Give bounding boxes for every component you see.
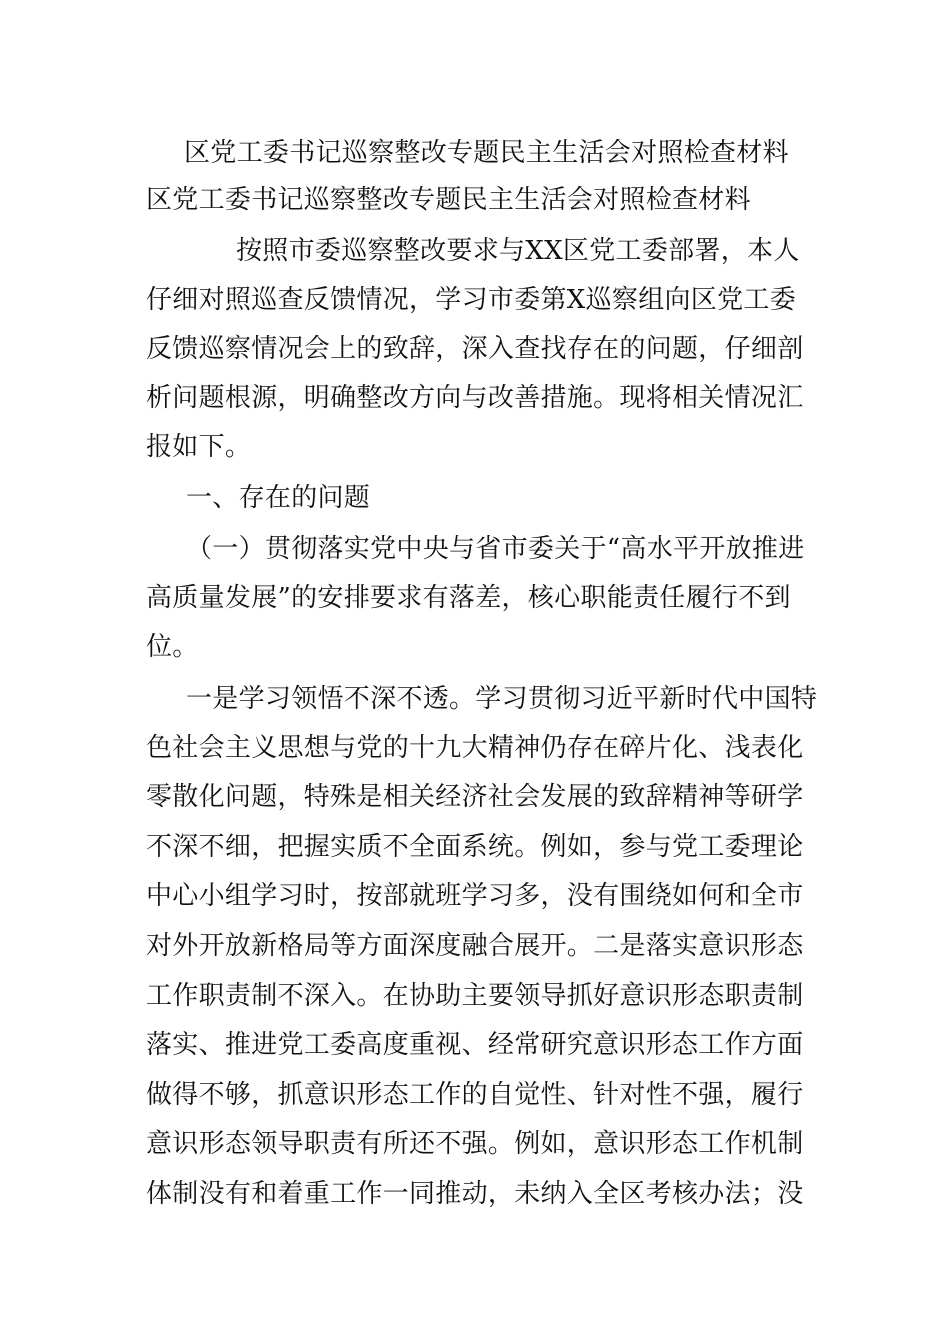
- body-line: 对外开放新格局等方面深度融合展开。二是落实意识形态: [146, 931, 804, 961]
- subsection-heading-line: 位。: [146, 632, 199, 662]
- document-title: 区党工委书记巡察整改专题民主生活会对照检查材料: [184, 138, 789, 168]
- body-line: 不深不细，把握实质不全面系统。例如，参与党工委理论: [146, 832, 804, 862]
- body-line: 落实、推进党工委高度重视、经常研究意识形态工作方面: [146, 1030, 804, 1060]
- body-line: 反馈巡察情况会上的致辞，深入查找存在的问题，仔细剖: [146, 334, 804, 364]
- body-line: 体制没有和着重工作一同推动，未纳入全区考核办法；没: [146, 1179, 804, 1209]
- subsection-heading-line: 高质量发展”的安排要求有落差，核心职能责任履行不到: [146, 583, 791, 613]
- body-line: 意识形态领导职责有所还不强。例如，意识形态工作机制: [146, 1129, 804, 1159]
- body-line: 按照市委巡察整改要求与XX区党工委部署，本人: [236, 236, 800, 266]
- subsection-heading: （一）贯彻落实党中央与省市委关于“高水平开放推进: [186, 534, 805, 564]
- body-line: 工作职责制不深入。在协助主要领导抓好意识形态职责制: [146, 981, 804, 1011]
- body-line: 析问题根源，明确整改方向与改善措施。现将相关情况汇: [146, 383, 804, 413]
- body-line: 零散化问题，特殊是相关经济社会发展的致辞精神等研学: [146, 782, 804, 812]
- body-line: 中心小组学习时，按部就班学习多，没有围绕如何和全市: [146, 881, 804, 911]
- body-line: 一是学习领悟不深不透。学习贯彻习近平新时代中国特: [186, 684, 818, 714]
- document-title-repeat: 区党工委书记巡察整改专题民主生活会对照检查材料: [146, 185, 751, 215]
- section-heading: 一、存在的问题: [186, 483, 371, 513]
- body-line: 色社会主义思想与党的十九大精神仍存在碎片化、浅表化: [146, 733, 804, 763]
- body-line: 仔细对照巡查反馈情况，学习市委第X巡察组向区党工委: [146, 285, 797, 315]
- body-line: 做得不够，抓意识形态工作的自觉性、针对性不强，履行: [146, 1080, 804, 1110]
- body-line: 报如下。: [146, 432, 252, 462]
